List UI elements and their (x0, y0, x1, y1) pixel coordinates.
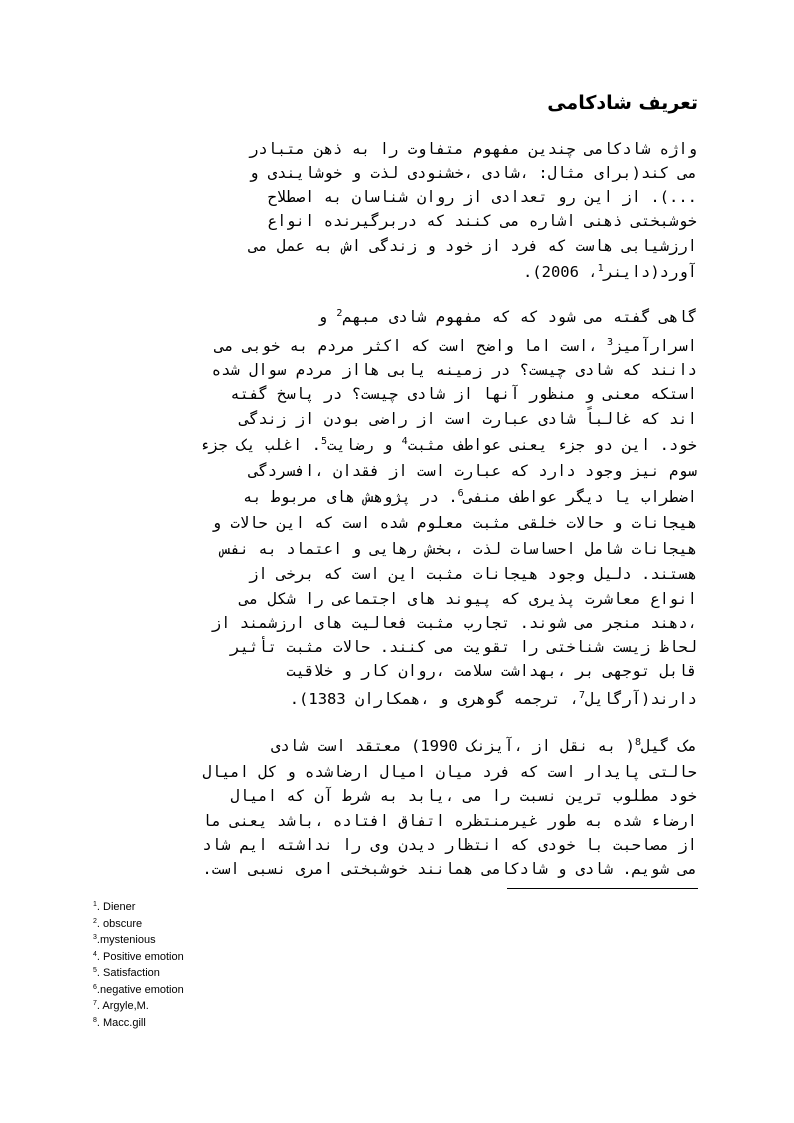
footnote-text: .negative emotion (96, 983, 184, 996)
footnote-ref: 5 (320, 436, 328, 447)
footnote-number: 7 (93, 1000, 97, 1007)
text-line: هیجانات و حالات خلقی مثبت معلوم شده است که این حالات و (211, 514, 697, 532)
text-line: آورد(داینر$^1$، 2006). (522, 263, 697, 281)
footnote-ref: 4 (401, 436, 408, 447)
footnote-number: 5 (93, 967, 97, 974)
text-line: ارضاء شده به طور غیرمنتظره اتفاق افتاده ،باشد یعنی ما (202, 812, 697, 830)
text-line: هیجانات شامل احساسات لذت ،بخش رهایی و اعتماد به نفس (221, 540, 697, 558)
footnote-number: 6 (93, 983, 97, 991)
footnote-ref: 3 (606, 337, 613, 348)
text-line: ارزشیابی هاست که فرد از خود و زندگی اش به عمل می (249, 237, 697, 255)
text-line: می کند(برای مثال: ،شادی ،خشنودی لذت و خوشایندی و (249, 164, 697, 182)
footnote-text: . Macc.gill (96, 1016, 146, 1029)
footnotes-list (93, 899, 184, 1031)
text-line: دانند که شادی چیست؟ در زمینه یابی هااز مردم سوال شده (211, 361, 697, 379)
footnote-item (93, 899, 184, 916)
footnote-number: 2 (93, 917, 97, 925)
text-line: لحاظ زیست شناختی را تقویت می کنند. حالات مثبت تأثیر (230, 638, 697, 656)
footnote-ref: 8 (634, 737, 641, 748)
text-line: استکه معنی و منظور آنها از شادی چیست؟ در پاسخ گفته (230, 385, 697, 403)
footnote-text: . Positive emotion (96, 950, 184, 963)
text-line: مک گیل$^8$( به نقل از ،آیزنک 1990) معتقد است شادی (271, 737, 697, 755)
footnote-text: .mystenious (96, 934, 156, 946)
text-line: خود. این دو جزء یعنی عواطف مثبت$^4$ و رضایت$^5$. اغلب یک جزء (199, 436, 697, 454)
section-heading: تعریف شادکامی (547, 92, 698, 114)
text-line: واژه شادکامی چندین مفهوم متفاوت را به ذهن متبادر (249, 140, 697, 158)
footnote-number: 1 (93, 901, 97, 908)
text-line: هستند. دلیل وجود هیجانات مثبت این است که برخی از (249, 565, 697, 583)
footnote-text: . Satisfaction (96, 967, 160, 979)
footnote-ref: 2 (336, 308, 343, 319)
footnote-ref: 1 (597, 263, 604, 274)
footnote-item (93, 916, 184, 933)
footnote-number: 4 (93, 950, 97, 958)
footnote-ref: 6 (457, 488, 464, 499)
text-line: ...). از این رو تعدادی از روان شناسان به اصطلاح (267, 188, 697, 206)
footnote-item (93, 998, 184, 1015)
footnote-text: . obscure (96, 917, 143, 930)
footnote-number: 3 (93, 934, 97, 941)
footnote-text: . Diener (96, 901, 136, 913)
footnote-item (93, 932, 184, 949)
footnote-text: . Argyle,M. (96, 1000, 149, 1012)
text-line: می شویم. شادی و شادکامی همانند خوشبختی امری نسبی است. (202, 860, 697, 878)
text-line: از مصاحبت با خودی که انتظار دیدن وی را نداشته ایم شاد (202, 836, 697, 854)
text-line: اضطراب یا دیگر عواطف منفی$^6$. در پژوهش های مربوط به (243, 488, 697, 506)
text-line: قابل توجهی بر ،بهداشت سلامت ،روان کار و خلاقیت (286, 662, 697, 680)
text-line: سوم نیز وجود دارد که عبارت است از فقدان ،افسردگی (249, 462, 697, 480)
footnote-item (93, 949, 184, 966)
text-line: اند که غالباً شادی عبارت است از راضی بودن از زندگی (239, 410, 697, 428)
footnote-item (93, 965, 184, 982)
footnote-ref: 7 (578, 690, 586, 701)
footnote-item (93, 1015, 184, 1032)
text-line: دارند(آرگایل$^7$، ترجمه گوهری و ،همکاران 1383). (289, 690, 697, 708)
text-line: ،دهند منجر می شوند. تجارب مثبت فعالیت های ارزشمند از (211, 614, 697, 632)
text-line: انواع معاشرت پذیری که پیوند های اجتماعی را شکل می (239, 590, 697, 608)
text-line: گاهی گفته می شود که که مفهوم شادی مبهم$^2$ و (317, 308, 697, 326)
footnote-number: 8 (93, 1016, 97, 1024)
footnote-item (93, 982, 184, 999)
text-line: خوشبختی ذهنی اشاره می کنند که دربرگیرنده انواع (267, 212, 697, 230)
footnote-separator (507, 888, 698, 889)
text-line: خود مطلوب ترین نسبت را می ،یابد به شرط آن که امیال (230, 787, 697, 805)
text-line: اسرارآمیز$^3$ ،است اما واضح است که اکثر مردم به خوبی می (215, 337, 697, 355)
text-line: حالتی پایدار است که فرد میان امیال ارضاشده و کل امیال (202, 763, 697, 781)
